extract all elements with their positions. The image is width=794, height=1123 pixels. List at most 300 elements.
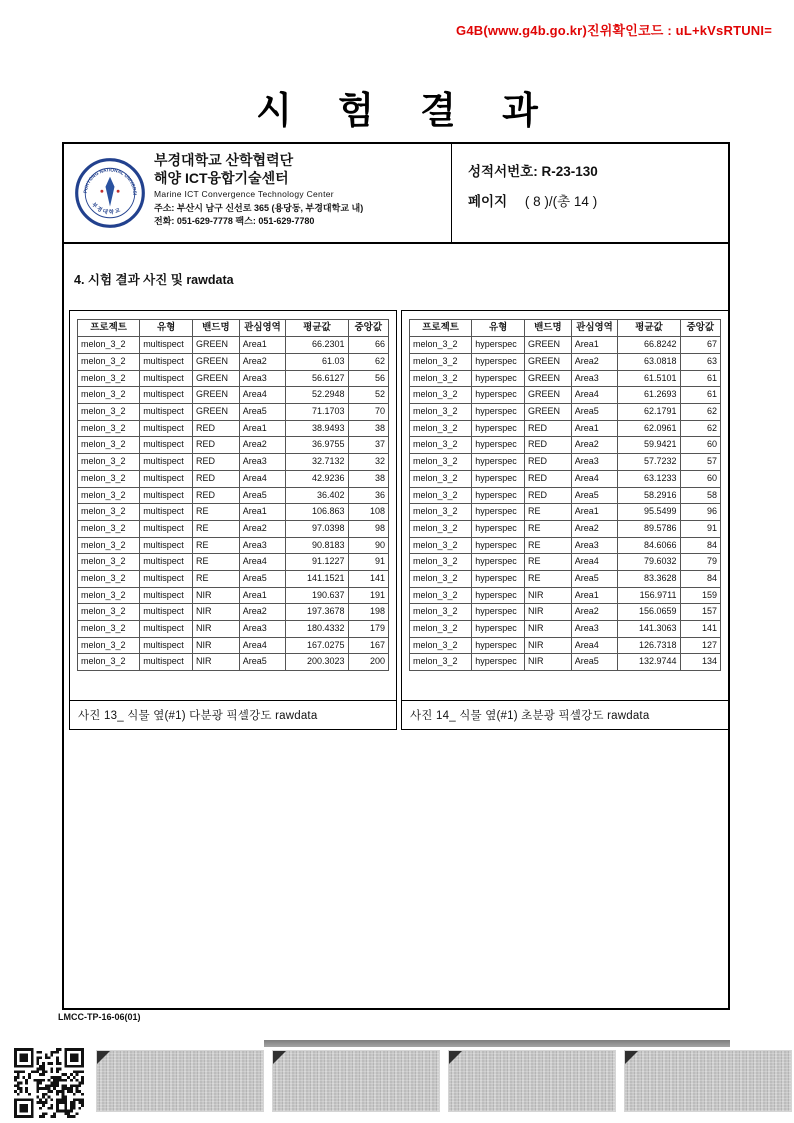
- table-cell: melon_3_2: [410, 437, 472, 454]
- table-cell: Area2: [571, 520, 618, 537]
- table-cell: RED: [525, 487, 572, 504]
- table-cell: Area5: [239, 487, 286, 504]
- table-cell: 62.0961: [618, 420, 680, 437]
- table-cell: hyperspec: [472, 487, 525, 504]
- table-cell: hyperspec: [472, 420, 525, 437]
- table-row: [410, 587, 721, 604]
- page-number-value: ( 8 )/(총 14 ): [524, 194, 598, 209]
- section-heading: 4. 시험 결과 사진 및 rawdata: [74, 273, 234, 287]
- table-cell: melon_3_2: [410, 487, 472, 504]
- verification-code-text: G4B(www.g4b.go.kr)진위확인코드 : uL+kVsRTUNI=: [456, 23, 772, 38]
- table-cell: 141: [680, 621, 720, 638]
- table-cell: 79: [680, 554, 720, 571]
- org-contact: 전화: 051-629-7778 팩스: 051-629-7780: [154, 215, 315, 226]
- table-row: [410, 454, 721, 471]
- table-cell: 61.2693: [618, 387, 680, 404]
- table-row: [78, 570, 389, 587]
- table-row: [78, 337, 389, 354]
- table-cell: multispect: [140, 637, 193, 654]
- org-name-english: Marine ICT Convergence Technology Center: [154, 189, 334, 199]
- table-cell: RE: [193, 504, 240, 521]
- table-cell: 63: [680, 354, 720, 371]
- table-cell: RE: [525, 537, 572, 554]
- table-row: [410, 337, 721, 354]
- table-cell: Area1: [571, 337, 618, 354]
- table-row: [410, 387, 721, 404]
- table-cell: 95.5499: [618, 504, 680, 521]
- table-cell: 97.0398: [286, 520, 348, 537]
- table-cell: hyperspec: [472, 621, 525, 638]
- header-org-cell: [64, 144, 452, 242]
- table-cell: Area2: [239, 354, 286, 371]
- table-cell: RE: [525, 520, 572, 537]
- table-cell: 62: [348, 354, 388, 371]
- table-caption-multispectral: 사진 13_ 식물 옆(#1) 다분광 픽셀강도 rawdata: [70, 700, 396, 729]
- table-cell: 197.3678: [286, 604, 348, 621]
- table-cell: multispect: [140, 337, 193, 354]
- table-cell: melon_3_2: [78, 537, 140, 554]
- column-header: 유형: [472, 320, 525, 337]
- table-row: [78, 370, 389, 387]
- table-cell: 32.7132: [286, 454, 348, 471]
- table-cell: Area3: [571, 621, 618, 638]
- table-cell: Area3: [239, 621, 286, 638]
- scan-artifact-block: [96, 1050, 264, 1112]
- table-cell: 62: [680, 404, 720, 421]
- table-row: [410, 504, 721, 521]
- table-cell: Area4: [239, 470, 286, 487]
- table-cell: 191: [348, 587, 388, 604]
- table-cell: 156.0659: [618, 604, 680, 621]
- table-cell: melon_3_2: [410, 470, 472, 487]
- table-cell: Area3: [571, 454, 618, 471]
- report-header: [64, 144, 728, 244]
- column-header: 밴드명: [525, 320, 572, 337]
- table-cell: multispect: [140, 520, 193, 537]
- table-cell: 91: [348, 554, 388, 571]
- table-row: [410, 604, 721, 621]
- table-cell: 126.7318: [618, 637, 680, 654]
- table-cell: Area5: [571, 654, 618, 671]
- table-cell: 90.8183: [286, 537, 348, 554]
- table-cell: 156.9711: [618, 587, 680, 604]
- header-report-meta-cell: [452, 144, 728, 242]
- table-cell: Area1: [239, 504, 286, 521]
- table-cell: hyperspec: [472, 554, 525, 571]
- table-cell: GREEN: [193, 387, 240, 404]
- column-header: 프로젝트: [410, 320, 472, 337]
- table-cell: Area1: [239, 337, 286, 354]
- table-cell: GREEN: [193, 370, 240, 387]
- table-cell: Area1: [571, 587, 618, 604]
- table-cell: Area5: [239, 654, 286, 671]
- table-cell: 66: [348, 337, 388, 354]
- table-cell: 96: [680, 504, 720, 521]
- table-cell: 38: [348, 420, 388, 437]
- table-cell: RED: [193, 487, 240, 504]
- table-cell: Area4: [239, 637, 286, 654]
- table-cell: GREEN: [193, 337, 240, 354]
- rawdata-table-multispectral: [77, 319, 389, 671]
- table-cell: melon_3_2: [410, 404, 472, 421]
- table-row: [78, 504, 389, 521]
- table-cell: melon_3_2: [410, 604, 472, 621]
- org-name-line2: 해양 ICT융합기술센터: [154, 169, 289, 186]
- table-cell: 56.6127: [286, 370, 348, 387]
- table-cell: Area4: [239, 554, 286, 571]
- table-cell: RE: [525, 554, 572, 571]
- table-row: [410, 404, 721, 421]
- table-cell: GREEN: [193, 354, 240, 371]
- table-cell: 98: [348, 520, 388, 537]
- table-cell: melon_3_2: [410, 637, 472, 654]
- table-cell: 159: [680, 587, 720, 604]
- table-cell: multispect: [140, 554, 193, 571]
- column-header: 프로젝트: [78, 320, 140, 337]
- report-number-label: 성적서번호:: [468, 164, 538, 179]
- table-cell: Area1: [571, 504, 618, 521]
- table-cell: multispect: [140, 570, 193, 587]
- table-cell: hyperspec: [472, 537, 525, 554]
- table-cell: melon_3_2: [410, 654, 472, 671]
- table-row: [78, 554, 389, 571]
- table-cell: 62.1791: [618, 404, 680, 421]
- table-cell: melon_3_2: [410, 621, 472, 638]
- table-cell: multispect: [140, 504, 193, 521]
- table-cell: Area2: [239, 437, 286, 454]
- table-cell: 83.3628: [618, 570, 680, 587]
- column-header: 유형: [140, 320, 193, 337]
- table-cell: hyperspec: [472, 470, 525, 487]
- table-cell: 71.1703: [286, 404, 348, 421]
- table-cell: NIR: [525, 654, 572, 671]
- table-cell: hyperspec: [472, 354, 525, 371]
- table-cell: hyperspec: [472, 520, 525, 537]
- table-cell: melon_3_2: [78, 437, 140, 454]
- table-cell: NIR: [193, 587, 240, 604]
- table-cell: RED: [193, 470, 240, 487]
- table-row: [78, 520, 389, 537]
- table-cell: multispect: [140, 420, 193, 437]
- table-cell: NIR: [525, 621, 572, 638]
- table-cell: Area4: [571, 637, 618, 654]
- table-cell: Area2: [571, 604, 618, 621]
- table-cell: melon_3_2: [78, 337, 140, 354]
- table-cell: 62: [680, 420, 720, 437]
- table-spacer: [70, 671, 396, 700]
- table-cell: Area4: [571, 387, 618, 404]
- table-cell: 59.9421: [618, 437, 680, 454]
- table-cell: multispect: [140, 654, 193, 671]
- table-cell: melon_3_2: [78, 420, 140, 437]
- table-cell: RED: [193, 420, 240, 437]
- report-frame: [62, 142, 730, 1010]
- table-cell: 90: [348, 537, 388, 554]
- table-cell: GREEN: [525, 337, 572, 354]
- rawdata-table-container-multispectral: [69, 310, 397, 730]
- university-emblem-logo: [74, 157, 146, 229]
- table-cell: melon_3_2: [78, 370, 140, 387]
- table-cell: hyperspec: [472, 570, 525, 587]
- table-cell: NIR: [193, 604, 240, 621]
- table-cell: multispect: [140, 587, 193, 604]
- table-cell: GREEN: [525, 404, 572, 421]
- table-cell: hyperspec: [472, 404, 525, 421]
- table-cell: 200.3023: [286, 654, 348, 671]
- table-cell: 66.8242: [618, 337, 680, 354]
- table-cell: hyperspec: [472, 454, 525, 471]
- table-cell: 66.2301: [286, 337, 348, 354]
- table-cell: NIR: [193, 654, 240, 671]
- table-cell: GREEN: [193, 404, 240, 421]
- table-row: [410, 370, 721, 387]
- table-cell: multispect: [140, 354, 193, 371]
- table-cell: hyperspec: [472, 437, 525, 454]
- table-row: [410, 420, 721, 437]
- table-cell: 57.7232: [618, 454, 680, 471]
- table-cell: 52.2948: [286, 387, 348, 404]
- table-cell: 32: [348, 454, 388, 471]
- table-cell: multispect: [140, 621, 193, 638]
- table-cell: Area5: [571, 404, 618, 421]
- column-header: 관심영역: [239, 320, 286, 337]
- report-number-value: R-23-130: [541, 164, 598, 179]
- table-cell: melon_3_2: [78, 520, 140, 537]
- table-cell: Area3: [239, 370, 286, 387]
- table-caption-hyperspectral: 사진 14_ 식물 옆(#1) 초분광 픽셀강도 rawdata: [402, 700, 728, 729]
- table-cell: melon_3_2: [78, 570, 140, 587]
- table-cell: melon_3_2: [78, 621, 140, 638]
- table-cell: melon_3_2: [410, 570, 472, 587]
- table-cell: Area2: [571, 437, 618, 454]
- table-cell: multispect: [140, 437, 193, 454]
- table-cell: 38: [348, 470, 388, 487]
- table-cell: multispect: [140, 370, 193, 387]
- table-cell: melon_3_2: [410, 504, 472, 521]
- table-cell: melon_3_2: [78, 470, 140, 487]
- table-cell: melon_3_2: [78, 604, 140, 621]
- table-cell: melon_3_2: [78, 404, 140, 421]
- table-cell: RE: [193, 520, 240, 537]
- table-header-row: [410, 320, 721, 337]
- page-title: 시 험 결 과: [256, 90, 556, 131]
- table-cell: melon_3_2: [78, 504, 140, 521]
- page-number-label: 페이지: [468, 194, 508, 209]
- table-cell: Area4: [239, 387, 286, 404]
- column-header: 평균값: [618, 320, 680, 337]
- table-cell: melon_3_2: [410, 554, 472, 571]
- table-cell: RED: [525, 420, 572, 437]
- table-cell: melon_3_2: [410, 387, 472, 404]
- table-cell: RED: [525, 437, 572, 454]
- table-cell: Area5: [571, 570, 618, 587]
- table-cell: Area2: [239, 604, 286, 621]
- table-cell: multispect: [140, 470, 193, 487]
- table-cell: 61: [680, 370, 720, 387]
- table-cell: Area1: [239, 587, 286, 604]
- table-cell: multispect: [140, 404, 193, 421]
- table-cell: 61.03: [286, 354, 348, 371]
- table-cell: 132.9744: [618, 654, 680, 671]
- table-cell: melon_3_2: [78, 454, 140, 471]
- table-cell: RE: [193, 570, 240, 587]
- table-cell: 61: [680, 387, 720, 404]
- scan-artifact-block: [272, 1050, 440, 1112]
- table-cell: 79.6032: [618, 554, 680, 571]
- table-spacer: [402, 671, 728, 700]
- table-cell: melon_3_2: [78, 587, 140, 604]
- table-cell: multispect: [140, 604, 193, 621]
- table-cell: melon_3_2: [78, 554, 140, 571]
- table-cell: GREEN: [525, 387, 572, 404]
- logo-top-text: PUKYONG NATIONAL UNIVERSI: [82, 167, 138, 196]
- table-cell: 89.5786: [618, 520, 680, 537]
- table-cell: melon_3_2: [78, 387, 140, 404]
- table-row: [78, 404, 389, 421]
- table-cell: Area5: [239, 570, 286, 587]
- table-cell: 37: [348, 437, 388, 454]
- table-row: [78, 470, 389, 487]
- table-cell: RE: [193, 554, 240, 571]
- table-row: [78, 354, 389, 371]
- logo-bottom-text: 부 경 대 학 교: [90, 201, 122, 216]
- table-cell: GREEN: [525, 354, 572, 371]
- table-row: [78, 537, 389, 554]
- table-cell: 190.637: [286, 587, 348, 604]
- qr-code: [14, 1048, 84, 1118]
- table-cell: 58: [680, 487, 720, 504]
- table-cell: melon_3_2: [410, 587, 472, 604]
- table-cell: NIR: [193, 621, 240, 638]
- table-cell: 157: [680, 604, 720, 621]
- form-code: LMCC-TP-16-06(01): [58, 1012, 141, 1022]
- table-cell: RE: [525, 570, 572, 587]
- table-cell: Area2: [239, 520, 286, 537]
- table-cell: 127: [680, 637, 720, 654]
- table-cell: 63.0818: [618, 354, 680, 371]
- page-number-line: [468, 190, 728, 210]
- org-name-line1: 부경대학교 산학협력단: [154, 152, 294, 168]
- table-row: [78, 387, 389, 404]
- table-row: [78, 487, 389, 504]
- table-cell: 141: [348, 570, 388, 587]
- table-cell: 84: [680, 570, 720, 587]
- table-cell: 42.9236: [286, 470, 348, 487]
- table-cell: 36: [348, 487, 388, 504]
- table-cell: 56: [348, 370, 388, 387]
- table-cell: RED: [193, 437, 240, 454]
- table-row: [410, 520, 721, 537]
- table-row: [78, 654, 389, 671]
- table-cell: 198: [348, 604, 388, 621]
- table-row: [78, 621, 389, 638]
- table-cell: Area3: [239, 454, 286, 471]
- table-cell: melon_3_2: [410, 520, 472, 537]
- table-cell: 91.1227: [286, 554, 348, 571]
- table-cell: 167: [348, 637, 388, 654]
- table-cell: Area2: [571, 354, 618, 371]
- table-cell: melon_3_2: [410, 370, 472, 387]
- org-address: 주소: 부산시 남구 신선로 365 (용당동, 부경대학교 내): [154, 202, 364, 213]
- table-cell: RE: [193, 537, 240, 554]
- table-cell: Area3: [239, 537, 286, 554]
- table-cell: multispect: [140, 487, 193, 504]
- table-cell: 84: [680, 537, 720, 554]
- table-cell: NIR: [525, 604, 572, 621]
- table-cell: GREEN: [525, 370, 572, 387]
- table-cell: 36.9755: [286, 437, 348, 454]
- table-cell: 106.863: [286, 504, 348, 521]
- scan-artifact-block: [448, 1050, 616, 1112]
- table-cell: RED: [525, 454, 572, 471]
- scan-artifact-block: [624, 1050, 792, 1112]
- table-cell: 36.402: [286, 487, 348, 504]
- table-cell: 57: [680, 454, 720, 471]
- table-cell: hyperspec: [472, 604, 525, 621]
- column-header: 관심영역: [571, 320, 618, 337]
- table-cell: Area5: [571, 487, 618, 504]
- table-cell: 84.6066: [618, 537, 680, 554]
- table-cell: 108: [348, 504, 388, 521]
- table-cell: NIR: [525, 637, 572, 654]
- table-cell: multispect: [140, 537, 193, 554]
- table-cell: NIR: [525, 587, 572, 604]
- table-row: [410, 570, 721, 587]
- table-cell: melon_3_2: [410, 420, 472, 437]
- table-cell: 134: [680, 654, 720, 671]
- rawdata-table-container-hyperspectral: [401, 310, 729, 730]
- table-header-row: [78, 320, 389, 337]
- table-cell: Area1: [571, 420, 618, 437]
- table-cell: 38.9493: [286, 420, 348, 437]
- column-header: 중앙값: [348, 320, 388, 337]
- table-row: [410, 354, 721, 371]
- table-row: [410, 654, 721, 671]
- table-cell: 63.1233: [618, 470, 680, 487]
- table-cell: 141.1521: [286, 570, 348, 587]
- table-cell: Area4: [571, 470, 618, 487]
- table-cell: 180.4332: [286, 621, 348, 638]
- table-cell: melon_3_2: [410, 537, 472, 554]
- table-row: [410, 621, 721, 638]
- table-cell: hyperspec: [472, 587, 525, 604]
- table-cell: hyperspec: [472, 337, 525, 354]
- table-cell: melon_3_2: [78, 487, 140, 504]
- table-row: [410, 437, 721, 454]
- table-row: [78, 604, 389, 621]
- table-cell: hyperspec: [472, 370, 525, 387]
- org-text-block: [154, 152, 363, 227]
- table-row: [410, 470, 721, 487]
- table-row: [78, 437, 389, 454]
- table-row: [410, 637, 721, 654]
- table-cell: 179: [348, 621, 388, 638]
- scan-artifact-bar: [264, 1040, 730, 1047]
- table-cell: 67: [680, 337, 720, 354]
- table-cell: multispect: [140, 387, 193, 404]
- table-row: [78, 587, 389, 604]
- table-cell: 58.2916: [618, 487, 680, 504]
- table-cell: 61.5101: [618, 370, 680, 387]
- table-cell: hyperspec: [472, 387, 525, 404]
- table-cell: melon_3_2: [410, 337, 472, 354]
- column-header: 평균값: [286, 320, 348, 337]
- table-row: [78, 420, 389, 437]
- table-cell: 70: [348, 404, 388, 421]
- table-cell: RED: [525, 470, 572, 487]
- table-cell: Area3: [571, 537, 618, 554]
- table-row: [410, 554, 721, 571]
